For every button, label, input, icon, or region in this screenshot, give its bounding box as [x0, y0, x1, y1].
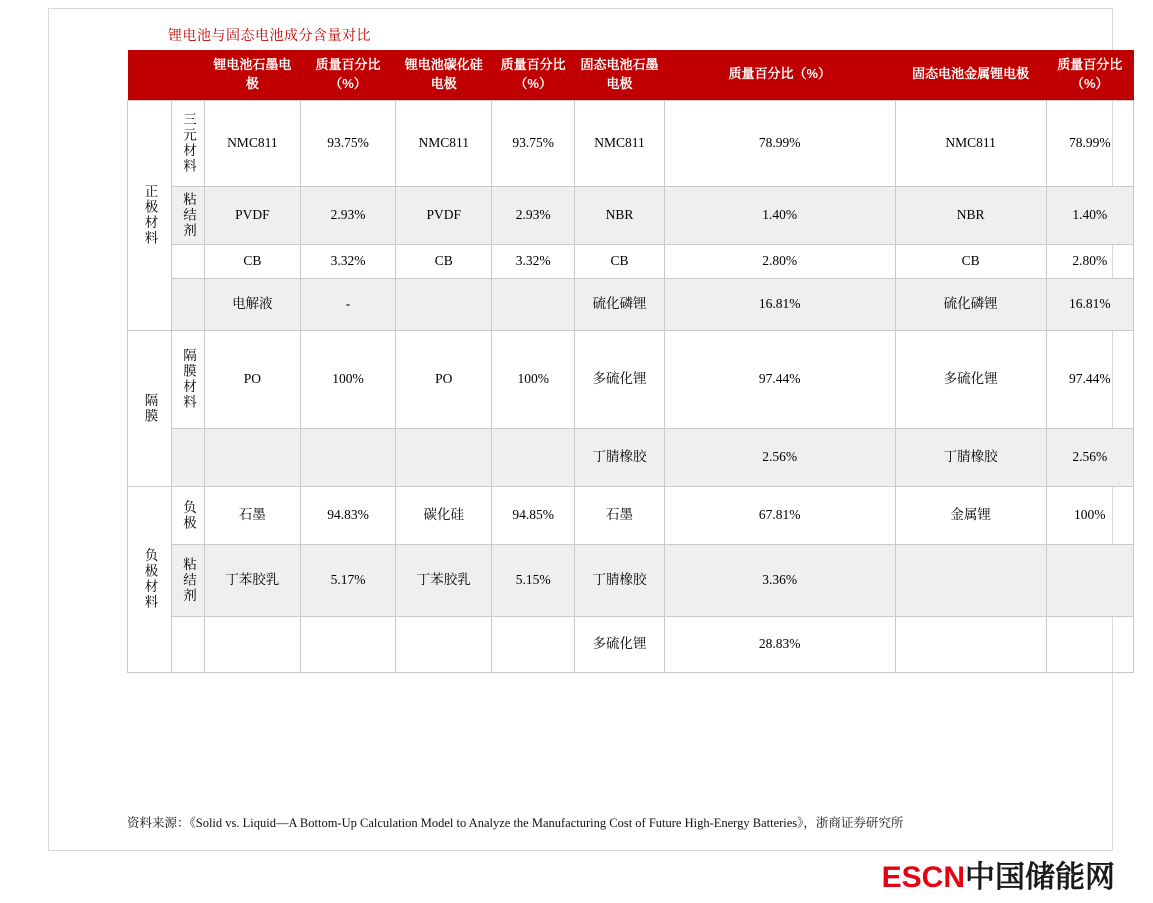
cell: CB — [575, 244, 664, 278]
cell: 硫化磷锂 — [895, 278, 1046, 330]
row-sub-label — [171, 278, 204, 330]
header-li-sic-pct: 质量百分比（%） — [492, 50, 575, 100]
cell: NMC811 — [895, 100, 1046, 186]
row-sub-label — [171, 616, 204, 672]
cell: 93.75% — [492, 100, 575, 186]
logo-escn: ESCN — [881, 861, 965, 894]
cell: 67.81% — [664, 486, 895, 544]
cell: NMC811 — [204, 100, 300, 186]
header-sub — [171, 50, 204, 100]
cell: 2.80% — [664, 244, 895, 278]
cell — [204, 428, 300, 486]
cell: 5.15% — [492, 544, 575, 616]
cell: CB — [895, 244, 1046, 278]
cell: 100% — [492, 330, 575, 428]
cell: 丁腈橡胶 — [575, 544, 664, 616]
cell: 3.36% — [664, 544, 895, 616]
row-sub-label: 粘结剂 — [171, 186, 204, 244]
cell: 石墨 — [204, 486, 300, 544]
header-group — [128, 50, 172, 100]
cell — [300, 616, 396, 672]
table-header-row — [128, 50, 1134, 100]
cell: 2.93% — [300, 186, 396, 244]
cell: 78.99% — [664, 100, 895, 186]
table-row — [128, 278, 1134, 330]
cell: 1.40% — [664, 186, 895, 244]
source-note: 资料来源：《Solid vs. Liquid—A Bottom-Up Calculation Model to Analyze the Manufacturing Cost of Future High-Energy Batteries》，浙商证券研究所 — [127, 816, 904, 830]
row-group-label: 正极材料 — [128, 100, 172, 330]
header-li-graphite-electrode: 锂电池石墨电极 — [204, 50, 300, 100]
header-ss-graphite-pct: 质量百分比（%） — [664, 50, 895, 100]
cell: 硫化磷锂 — [575, 278, 664, 330]
cell: 金属锂 — [895, 486, 1046, 544]
cell — [300, 428, 396, 486]
cell: PVDF — [396, 186, 492, 244]
cell: 碳化硅 — [396, 486, 492, 544]
cell: 78.99% — [1046, 100, 1133, 186]
header-ss-lithium-pct: 质量百分比（%） — [1046, 50, 1133, 100]
cell: 2.80% — [1046, 244, 1133, 278]
cell: NMC811 — [396, 100, 492, 186]
table-row — [128, 428, 1134, 486]
comparison-table — [127, 50, 1134, 673]
cell: 2.56% — [1046, 428, 1133, 486]
table-row — [128, 486, 1134, 544]
cell: 100% — [300, 330, 396, 428]
cell: PO — [204, 330, 300, 428]
cell — [204, 616, 300, 672]
cell: 丁苯胶乳 — [396, 544, 492, 616]
row-sub-label: 三元材料 — [171, 100, 204, 186]
cell: 94.85% — [492, 486, 575, 544]
table-row — [128, 330, 1134, 428]
table-row — [128, 244, 1134, 278]
header-ss-graphite-electrode: 固态电池石墨电极 — [575, 50, 664, 100]
row-sub-label: 隔膜材料 — [171, 330, 204, 428]
cell — [895, 544, 1046, 616]
cell: NBR — [575, 186, 664, 244]
cell — [396, 278, 492, 330]
cell: CB — [396, 244, 492, 278]
row-group-label: 负极材料 — [128, 486, 172, 672]
cell: 丁腈橡胶 — [895, 428, 1046, 486]
row-sub-label — [171, 428, 204, 486]
table-row — [128, 100, 1134, 186]
header-ss-lithium-electrode: 固态电池金属锂电极 — [895, 50, 1046, 100]
cell — [1046, 544, 1133, 616]
cell: PVDF — [204, 186, 300, 244]
cell: 2.56% — [664, 428, 895, 486]
cell: - — [300, 278, 396, 330]
cell: 多硫化锂 — [575, 330, 664, 428]
cell: 100% — [1046, 486, 1133, 544]
cell: 5.17% — [300, 544, 396, 616]
cell: 16.81% — [664, 278, 895, 330]
cell: NBR — [895, 186, 1046, 244]
cell: 97.44% — [1046, 330, 1133, 428]
header-li-sic-electrode: 锂电池碳化硅电极 — [396, 50, 492, 100]
table-header — [128, 50, 1134, 100]
cell: PO — [396, 330, 492, 428]
table-row — [128, 544, 1134, 616]
cell: 16.81% — [1046, 278, 1133, 330]
cell — [492, 616, 575, 672]
header-li-graphite-pct: 质量百分比（%） — [300, 50, 396, 100]
table-row — [128, 616, 1134, 672]
cell: 28.83% — [664, 616, 895, 672]
document-page — [48, 8, 1123, 851]
cell: 3.32% — [300, 244, 396, 278]
cell: 1.40% — [1046, 186, 1133, 244]
cell: 石墨 — [575, 486, 664, 544]
cell: CB — [204, 244, 300, 278]
cell: 93.75% — [300, 100, 396, 186]
cell: 3.32% — [492, 244, 575, 278]
cell — [492, 278, 575, 330]
cell: 丁苯胶乳 — [204, 544, 300, 616]
cell — [396, 616, 492, 672]
cell: 2.93% — [492, 186, 575, 244]
row-sub-label — [171, 244, 204, 278]
cell: 丁腈橡胶 — [575, 428, 664, 486]
cell — [1046, 616, 1133, 672]
site-logo — [882, 852, 1115, 896]
chart-title: 锂电池与固态电池成分含量对比 — [168, 27, 371, 43]
cell: 94.83% — [300, 486, 396, 544]
cell: 多硫化锂 — [575, 616, 664, 672]
logo-chinese: 中国储能网 — [965, 861, 1115, 894]
cell — [396, 428, 492, 486]
cell: 多硫化锂 — [895, 330, 1046, 428]
row-sub-label: 负极 — [171, 486, 204, 544]
cell: 97.44% — [664, 330, 895, 428]
row-group-label: 隔膜 — [128, 330, 172, 486]
table-row — [128, 186, 1134, 244]
cell — [895, 616, 1046, 672]
cell — [492, 428, 575, 486]
cell: 电解液 — [204, 278, 300, 330]
cell: NMC811 — [575, 100, 664, 186]
row-sub-label: 粘结剂 — [171, 544, 204, 616]
table-body — [128, 100, 1134, 672]
